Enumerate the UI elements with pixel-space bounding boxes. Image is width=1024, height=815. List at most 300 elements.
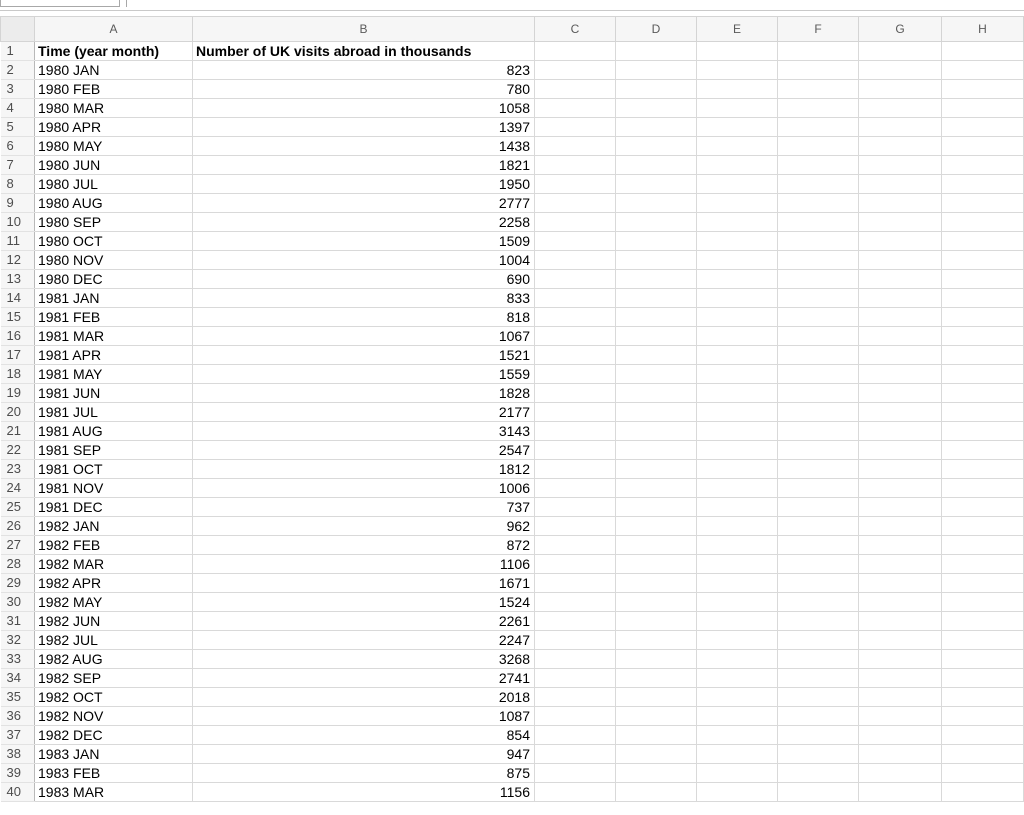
- cell[interactable]: [535, 175, 616, 194]
- row-number[interactable]: 12: [1, 251, 35, 270]
- cell[interactable]: [535, 232, 616, 251]
- cell[interactable]: [778, 612, 859, 631]
- cell[interactable]: [778, 441, 859, 460]
- cell[interactable]: [942, 80, 1024, 99]
- time-cell[interactable]: 1981 AUG: [35, 422, 193, 441]
- cell[interactable]: [859, 156, 942, 175]
- cell[interactable]: [616, 612, 697, 631]
- time-cell[interactable]: 1980 MAR: [35, 99, 193, 118]
- cell[interactable]: [616, 118, 697, 137]
- time-cell[interactable]: 1982 MAR: [35, 555, 193, 574]
- cell[interactable]: [859, 726, 942, 745]
- cell[interactable]: [697, 194, 778, 213]
- cell[interactable]: [616, 688, 697, 707]
- visits-cell[interactable]: 2547: [193, 441, 535, 460]
- cell[interactable]: [535, 536, 616, 555]
- visits-cell[interactable]: 1671: [193, 574, 535, 593]
- cell[interactable]: [697, 783, 778, 802]
- cell[interactable]: [778, 707, 859, 726]
- cell[interactable]: [942, 365, 1024, 384]
- cell[interactable]: [778, 289, 859, 308]
- cell[interactable]: [859, 650, 942, 669]
- cell[interactable]: [616, 289, 697, 308]
- cell[interactable]: [942, 384, 1024, 403]
- cell[interactable]: [535, 213, 616, 232]
- cell[interactable]: [778, 308, 859, 327]
- cell[interactable]: [778, 213, 859, 232]
- row-number[interactable]: 27: [1, 536, 35, 555]
- visits-cell[interactable]: 1950: [193, 175, 535, 194]
- cell[interactable]: [942, 403, 1024, 422]
- time-cell[interactable]: 1981 OCT: [35, 460, 193, 479]
- cell[interactable]: [859, 327, 942, 346]
- column-header-g[interactable]: G: [859, 17, 942, 42]
- row-number[interactable]: 37: [1, 726, 35, 745]
- cell[interactable]: [778, 270, 859, 289]
- row-number[interactable]: 9: [1, 194, 35, 213]
- time-cell[interactable]: 1981 APR: [35, 346, 193, 365]
- cell[interactable]: [616, 555, 697, 574]
- time-cell[interactable]: 1981 NOV: [35, 479, 193, 498]
- cell[interactable]: [697, 707, 778, 726]
- cell[interactable]: [942, 270, 1024, 289]
- visits-cell[interactable]: 1156: [193, 783, 535, 802]
- column-header-e[interactable]: E: [697, 17, 778, 42]
- cell[interactable]: [778, 726, 859, 745]
- cell[interactable]: [616, 42, 697, 61]
- row-number[interactable]: 2: [1, 61, 35, 80]
- cell[interactable]: [697, 289, 778, 308]
- cell[interactable]: [859, 175, 942, 194]
- cell[interactable]: [535, 194, 616, 213]
- name-box[interactable]: [0, 0, 120, 7]
- cell[interactable]: [697, 650, 778, 669]
- visits-cell[interactable]: 1004: [193, 251, 535, 270]
- cell[interactable]: [942, 536, 1024, 555]
- visits-cell[interactable]: 1812: [193, 460, 535, 479]
- cell[interactable]: [778, 156, 859, 175]
- time-cell[interactable]: 1981 SEP: [35, 441, 193, 460]
- time-cell[interactable]: 1982 AUG: [35, 650, 193, 669]
- cell[interactable]: [859, 479, 942, 498]
- cell[interactable]: [616, 707, 697, 726]
- row-number[interactable]: 5: [1, 118, 35, 137]
- cell[interactable]: [697, 403, 778, 422]
- header-cell-a[interactable]: Time (year month): [35, 42, 193, 61]
- cell[interactable]: [942, 745, 1024, 764]
- time-cell[interactable]: 1983 MAR: [35, 783, 193, 802]
- row-number[interactable]: 16: [1, 327, 35, 346]
- cell[interactable]: [697, 61, 778, 80]
- cell[interactable]: [942, 593, 1024, 612]
- cell[interactable]: [778, 403, 859, 422]
- cell[interactable]: [535, 555, 616, 574]
- cell[interactable]: [535, 80, 616, 99]
- cell[interactable]: [942, 61, 1024, 80]
- cell[interactable]: [778, 783, 859, 802]
- cell[interactable]: [859, 365, 942, 384]
- visits-cell[interactable]: 2177: [193, 403, 535, 422]
- cell[interactable]: [778, 137, 859, 156]
- cell[interactable]: [778, 384, 859, 403]
- cell[interactable]: [778, 745, 859, 764]
- cell[interactable]: [778, 194, 859, 213]
- cell[interactable]: [859, 707, 942, 726]
- header-cell-b[interactable]: Number of UK visits abroad in thousands: [193, 42, 535, 61]
- cell[interactable]: [616, 783, 697, 802]
- cell[interactable]: [942, 783, 1024, 802]
- row-number[interactable]: 3: [1, 80, 35, 99]
- cell[interactable]: [697, 498, 778, 517]
- row-number[interactable]: 15: [1, 308, 35, 327]
- cell[interactable]: [859, 441, 942, 460]
- cell[interactable]: [697, 270, 778, 289]
- cell[interactable]: [942, 213, 1024, 232]
- row-number[interactable]: 20: [1, 403, 35, 422]
- column-header-h[interactable]: H: [942, 17, 1024, 42]
- visits-cell[interactable]: 818: [193, 308, 535, 327]
- cell[interactable]: [535, 707, 616, 726]
- cell[interactable]: [697, 156, 778, 175]
- cell[interactable]: [697, 479, 778, 498]
- row-number[interactable]: 14: [1, 289, 35, 308]
- time-cell[interactable]: 1980 DEC: [35, 270, 193, 289]
- cell[interactable]: [778, 631, 859, 650]
- cell[interactable]: [778, 251, 859, 270]
- row-number[interactable]: 17: [1, 346, 35, 365]
- row-number[interactable]: 25: [1, 498, 35, 517]
- cell[interactable]: [535, 745, 616, 764]
- cell[interactable]: [778, 80, 859, 99]
- visits-cell[interactable]: 854: [193, 726, 535, 745]
- cell[interactable]: [859, 80, 942, 99]
- cell[interactable]: [859, 631, 942, 650]
- cell[interactable]: [859, 137, 942, 156]
- cell[interactable]: [697, 365, 778, 384]
- cell[interactable]: [616, 346, 697, 365]
- time-cell[interactable]: 1982 JAN: [35, 517, 193, 536]
- cell[interactable]: [697, 80, 778, 99]
- time-cell[interactable]: 1982 APR: [35, 574, 193, 593]
- row-number[interactable]: 32: [1, 631, 35, 650]
- cell[interactable]: [942, 574, 1024, 593]
- cell[interactable]: [942, 726, 1024, 745]
- cell[interactable]: [616, 536, 697, 555]
- cell[interactable]: [778, 555, 859, 574]
- cell[interactable]: [942, 764, 1024, 783]
- cell[interactable]: [616, 194, 697, 213]
- cell[interactable]: [942, 42, 1024, 61]
- cell[interactable]: [859, 213, 942, 232]
- cell[interactable]: [616, 99, 697, 118]
- time-cell[interactable]: 1982 MAY: [35, 593, 193, 612]
- time-cell[interactable]: 1981 FEB: [35, 308, 193, 327]
- cell[interactable]: [535, 669, 616, 688]
- cell[interactable]: [942, 156, 1024, 175]
- visits-cell[interactable]: 1067: [193, 327, 535, 346]
- cell[interactable]: [778, 346, 859, 365]
- cell[interactable]: [535, 118, 616, 137]
- row-number[interactable]: 28: [1, 555, 35, 574]
- cell[interactable]: [942, 194, 1024, 213]
- cell[interactable]: [697, 555, 778, 574]
- column-header-a[interactable]: A: [35, 17, 193, 42]
- cell[interactable]: [535, 422, 616, 441]
- row-number[interactable]: 23: [1, 460, 35, 479]
- cell[interactable]: [697, 422, 778, 441]
- cell[interactable]: [535, 650, 616, 669]
- row-number[interactable]: 34: [1, 669, 35, 688]
- visits-cell[interactable]: 2777: [193, 194, 535, 213]
- cell[interactable]: [778, 517, 859, 536]
- cell[interactable]: [616, 574, 697, 593]
- cell[interactable]: [616, 669, 697, 688]
- cell[interactable]: [697, 99, 778, 118]
- visits-cell[interactable]: 833: [193, 289, 535, 308]
- row-number[interactable]: 18: [1, 365, 35, 384]
- visits-cell[interactable]: 1006: [193, 479, 535, 498]
- cell[interactable]: [616, 175, 697, 194]
- cell[interactable]: [859, 574, 942, 593]
- cell[interactable]: [942, 251, 1024, 270]
- cell[interactable]: [616, 137, 697, 156]
- cell[interactable]: [697, 688, 778, 707]
- row-number[interactable]: 21: [1, 422, 35, 441]
- cell[interactable]: [697, 118, 778, 137]
- cell[interactable]: [778, 175, 859, 194]
- cell[interactable]: [697, 574, 778, 593]
- time-cell[interactable]: 1981 MAR: [35, 327, 193, 346]
- cell[interactable]: [778, 593, 859, 612]
- cell[interactable]: [697, 175, 778, 194]
- cell[interactable]: [859, 118, 942, 137]
- cell[interactable]: [535, 460, 616, 479]
- cell[interactable]: [942, 118, 1024, 137]
- cell[interactable]: [616, 460, 697, 479]
- time-cell[interactable]: 1980 FEB: [35, 80, 193, 99]
- cell[interactable]: [942, 308, 1024, 327]
- cell[interactable]: [697, 460, 778, 479]
- cell[interactable]: [616, 327, 697, 346]
- cell[interactable]: [859, 422, 942, 441]
- cell[interactable]: [616, 156, 697, 175]
- row-number[interactable]: 4: [1, 99, 35, 118]
- cell[interactable]: [535, 403, 616, 422]
- visits-cell[interactable]: 1058: [193, 99, 535, 118]
- cell[interactable]: [859, 194, 942, 213]
- cell[interactable]: [859, 612, 942, 631]
- time-cell[interactable]: 1981 JUN: [35, 384, 193, 403]
- cell[interactable]: [778, 327, 859, 346]
- cell[interactable]: [535, 783, 616, 802]
- cell[interactable]: [535, 99, 616, 118]
- row-number[interactable]: 38: [1, 745, 35, 764]
- time-cell[interactable]: 1980 APR: [35, 118, 193, 137]
- cell[interactable]: [535, 289, 616, 308]
- cell[interactable]: [859, 289, 942, 308]
- cell[interactable]: [859, 61, 942, 80]
- cell[interactable]: [942, 479, 1024, 498]
- cell[interactable]: [942, 346, 1024, 365]
- cell[interactable]: [535, 156, 616, 175]
- cell[interactable]: [535, 270, 616, 289]
- cell[interactable]: [942, 289, 1024, 308]
- visits-cell[interactable]: 3143: [193, 422, 535, 441]
- cell[interactable]: [942, 612, 1024, 631]
- cell[interactable]: [535, 631, 616, 650]
- cell[interactable]: [535, 574, 616, 593]
- cell[interactable]: [697, 308, 778, 327]
- column-header-b[interactable]: B: [193, 17, 535, 42]
- cell[interactable]: [616, 441, 697, 460]
- cell[interactable]: [697, 612, 778, 631]
- row-number[interactable]: 7: [1, 156, 35, 175]
- cell[interactable]: [535, 498, 616, 517]
- cell[interactable]: [942, 688, 1024, 707]
- cell[interactable]: [778, 479, 859, 498]
- cell[interactable]: [535, 251, 616, 270]
- cell[interactable]: [942, 498, 1024, 517]
- cell[interactable]: [697, 517, 778, 536]
- cell[interactable]: [859, 346, 942, 365]
- visits-cell[interactable]: 2258: [193, 213, 535, 232]
- column-header-c[interactable]: C: [535, 17, 616, 42]
- time-cell[interactable]: 1980 AUG: [35, 194, 193, 213]
- cell[interactable]: [778, 422, 859, 441]
- cell[interactable]: [778, 498, 859, 517]
- row-number[interactable]: 29: [1, 574, 35, 593]
- cell[interactable]: [535, 327, 616, 346]
- visits-cell[interactable]: 1106: [193, 555, 535, 574]
- row-number[interactable]: 10: [1, 213, 35, 232]
- visits-cell[interactable]: 1524: [193, 593, 535, 612]
- visits-cell[interactable]: 2018: [193, 688, 535, 707]
- visits-cell[interactable]: 1521: [193, 346, 535, 365]
- cell[interactable]: [942, 669, 1024, 688]
- cell[interactable]: [535, 593, 616, 612]
- cell[interactable]: [697, 593, 778, 612]
- cell[interactable]: [942, 650, 1024, 669]
- cell[interactable]: [778, 764, 859, 783]
- select-all-corner[interactable]: [1, 17, 35, 42]
- time-cell[interactable]: 1980 JAN: [35, 61, 193, 80]
- cell[interactable]: [535, 42, 616, 61]
- spreadsheet-grid[interactable]: [0, 16, 1024, 802]
- cell[interactable]: [778, 574, 859, 593]
- cell[interactable]: [535, 61, 616, 80]
- row-number[interactable]: 13: [1, 270, 35, 289]
- cell[interactable]: [859, 764, 942, 783]
- visits-cell[interactable]: 2741: [193, 669, 535, 688]
- cell[interactable]: [535, 479, 616, 498]
- cell[interactable]: [859, 555, 942, 574]
- row-number[interactable]: 26: [1, 517, 35, 536]
- visits-cell[interactable]: 2247: [193, 631, 535, 650]
- time-cell[interactable]: 1980 OCT: [35, 232, 193, 251]
- cell[interactable]: [859, 403, 942, 422]
- time-cell[interactable]: 1983 FEB: [35, 764, 193, 783]
- cell[interactable]: [535, 365, 616, 384]
- time-cell[interactable]: 1980 SEP: [35, 213, 193, 232]
- visits-cell[interactable]: 962: [193, 517, 535, 536]
- visits-cell[interactable]: 1397: [193, 118, 535, 137]
- cell[interactable]: [697, 764, 778, 783]
- cell[interactable]: [942, 460, 1024, 479]
- cell[interactable]: [535, 441, 616, 460]
- time-cell[interactable]: 1982 JUL: [35, 631, 193, 650]
- visits-cell[interactable]: 1828: [193, 384, 535, 403]
- row-number[interactable]: 11: [1, 232, 35, 251]
- time-cell[interactable]: 1982 FEB: [35, 536, 193, 555]
- visits-cell[interactable]: 3268: [193, 650, 535, 669]
- cell[interactable]: [697, 441, 778, 460]
- visits-cell[interactable]: 875: [193, 764, 535, 783]
- row-number[interactable]: 35: [1, 688, 35, 707]
- visits-cell[interactable]: 1821: [193, 156, 535, 175]
- cell[interactable]: [859, 460, 942, 479]
- formula-input[interactable]: [126, 0, 1024, 7]
- cell[interactable]: [942, 707, 1024, 726]
- cell[interactable]: [778, 118, 859, 137]
- cell[interactable]: [859, 232, 942, 251]
- visits-cell[interactable]: 1509: [193, 232, 535, 251]
- visits-cell[interactable]: 872: [193, 536, 535, 555]
- cell[interactable]: [616, 251, 697, 270]
- cell[interactable]: [778, 536, 859, 555]
- cell[interactable]: [942, 137, 1024, 156]
- cell[interactable]: [616, 726, 697, 745]
- cell[interactable]: [535, 308, 616, 327]
- cell[interactable]: [778, 669, 859, 688]
- cell[interactable]: [616, 593, 697, 612]
- cell[interactable]: [859, 783, 942, 802]
- column-header-f[interactable]: F: [778, 17, 859, 42]
- cell[interactable]: [616, 517, 697, 536]
- cell[interactable]: [859, 517, 942, 536]
- visits-cell[interactable]: 2261: [193, 612, 535, 631]
- cell[interactable]: [616, 745, 697, 764]
- cell[interactable]: [942, 327, 1024, 346]
- cell[interactable]: [697, 346, 778, 365]
- cell[interactable]: [535, 688, 616, 707]
- cell[interactable]: [697, 213, 778, 232]
- cell[interactable]: [697, 726, 778, 745]
- cell[interactable]: [859, 688, 942, 707]
- visits-cell[interactable]: 947: [193, 745, 535, 764]
- row-number[interactable]: 30: [1, 593, 35, 612]
- cell[interactable]: [535, 517, 616, 536]
- column-header-d[interactable]: D: [616, 17, 697, 42]
- visits-cell[interactable]: 737: [193, 498, 535, 517]
- cell[interactable]: [942, 422, 1024, 441]
- cell[interactable]: [942, 99, 1024, 118]
- cell[interactable]: [942, 232, 1024, 251]
- cell[interactable]: [616, 232, 697, 251]
- cell[interactable]: [942, 631, 1024, 650]
- row-number[interactable]: 39: [1, 764, 35, 783]
- cell[interactable]: [616, 479, 697, 498]
- cell[interactable]: [859, 669, 942, 688]
- row-number[interactable]: 1: [1, 42, 35, 61]
- cell[interactable]: [859, 536, 942, 555]
- cell[interactable]: [616, 61, 697, 80]
- time-cell[interactable]: 1982 OCT: [35, 688, 193, 707]
- cell[interactable]: [535, 137, 616, 156]
- visits-cell[interactable]: 690: [193, 270, 535, 289]
- cell[interactable]: [616, 764, 697, 783]
- cell[interactable]: [942, 517, 1024, 536]
- visits-cell[interactable]: 823: [193, 61, 535, 80]
